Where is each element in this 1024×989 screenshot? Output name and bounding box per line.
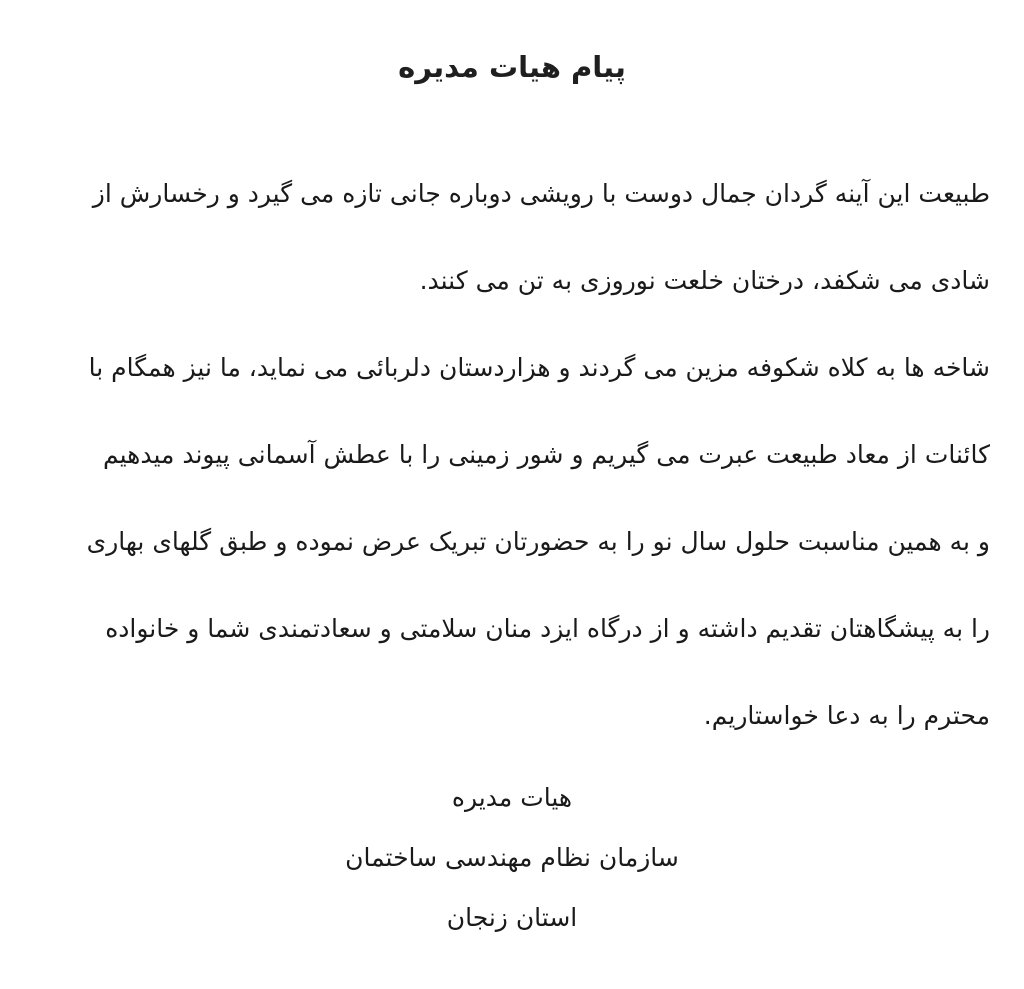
message-line-3: شاخه ها به کلاه شکوفه مزین می گردند و هزاردستان دلربائی می نماید، ما نیز همگام با [88, 353, 990, 382]
signature-organization: سازمان نظام مهندسی ساختمان [345, 843, 679, 872]
page-title: پیام هیات مدیره [398, 50, 626, 84]
signature-province: استان زنجان [446, 903, 578, 932]
message-line-5: و به همین مناسبت حلول سال نو را به حضورتان تبریک عرض نموده و طبق گلهای بهاری [86, 527, 990, 556]
message-line-1: طبیعت این آینه گردان جمال دوست با رویشی دوباره جانی تازه می گیرد و رخسارش از [92, 179, 990, 208]
message-line-7: محترم را به دعا خواستاریم. [703, 701, 990, 730]
signature-block [0, 768, 1024, 948]
message-line-2: شادی می شکفد، درختان خلعت نوروزی به تن می کنند. [419, 266, 990, 295]
message-line-6: را به پیشگاهتان تقدیم داشته و از درگاه ایزد منان سلامتی و سعادتمندی شما و خانواده [105, 614, 990, 643]
message-line-4: کائنات از معاد طبیعت عبرت می گیریم و شور زمینی را با عطش آسمانی پیوند میدهیم [102, 440, 990, 469]
message-body [30, 150, 990, 759]
signature-board: هیات مدیره [451, 783, 573, 812]
